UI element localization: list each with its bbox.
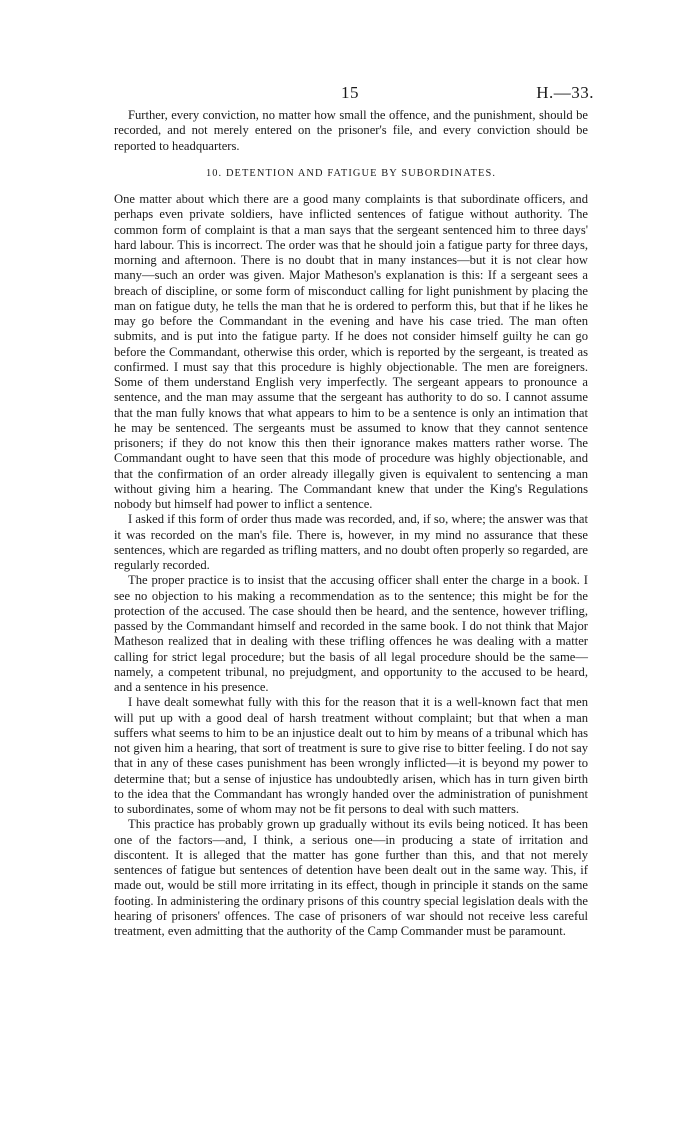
paragraph: I have dealt somewhat fully with this for the reason that it is a well-known fact that men will put up with a good deal of harsh treatment without complaint; but that when a man suffers what seems to him to be an injustice dealt out to him by means of a tribunal which has not given him a hearing, that sort of treatment is sure to give rise to bitter feeling. I do not say that in any of these cases punishment has been wrongly inflicted—it is beyond my power to determine that; but a sense of injustice has undoubtedly arisen, which has in turn given birth to the idea that the Commandant has wrongly handed over the administration of punishment to subordinates, some of whom may not be fit persons to deal with such matters. — [114, 695, 588, 816]
paragraph: The proper practice is to insist that the accusing officer shall enter the charge in a book. I see no objection to his making a recommendation as to the sentence; this might be for the protection of the accused. The case should then be heard, and the sentence, however trifling, passed by the Commandant himself and recorded in the same book. I do not think that Major Matheson realized that in dealing with these trifling offences he was dealing with a matter calling for strict legal procedure; but the basis of all legal procedure should be the same—namely, a competent tribunal, no prejudgment, and opportunity to the accused to be heard, and a sentence in his presence. — [114, 573, 588, 694]
intro-paragraph: Further, every conviction, no matter how small the offence, and the punishment, should be recorded, and not merely entered on the prisoner's file, and every conviction should be reported to headquarters. — [114, 108, 588, 153]
page-number: 15 — [341, 83, 359, 102]
paragraph: This practice has probably grown up gradually without its evils being noticed. It has been one of the factors—and, I think, a serious one—in producing a state of irritation and discontent. It is alleged that the matter has gone further than this, and that not merely sentences of fatigue but sentences of detention have been dealt out in the same way. This, if made out, would be still more irritating in its effect, though in principle it stands on the same footing. In administering the ordinary prisons of this country special legislation deals with the hearing of prisoners' offences. The case of prisoners of war should not receive less careful treatment, even admitting that the authority of the Camp Commander must be paramount. — [114, 817, 588, 938]
section-heading: 10. DETENTION AND FATIGUE BY SUBORDINATES. — [205, 167, 497, 179]
document-reference: H.—33. — [536, 83, 594, 102]
paragraph: One matter about which there are a good many complaints is that subordinate officers, and perhaps even private soldiers, have inflicted sentences of fatigue without authority. The common form of complaint is that a man says that the sergeant sentenced him to three days' hard labour. This is incorrect. The order was that he should join a fatigue party for three days, morning and afternoon. There is no doubt that in many instances—but it is not clear how many—such an order was given. Major Matheson's explanation is this: If a sergeant sees a breach of discipline, or some form of misconduct calling for light punishment by placing the man on fatigue duty, he tells the man that he is ordered to perform this, but that if he likes he may go before the Commandant in the evening and have his case tried. The man often submits, and is put into the fatigue party. If he does not consider himself guilty he can go before the Commandant, otherwise this order, which is reported by the sergeant, is treated as confirmed. I must say that this procedure is highly objectionable. The men are foreigners. Some of them understand English very imperfectly. The sergeant appears to pronounce a sentence, and the man may assume that the sergeant has authority to do so. I cannot assume that the man fully knows that what appears to him to be a sentence is only an intimation that he may be sentenced. The sergeants must be assumed to know that they cannot sentence prisoners; if they do not know this then their ignorance makes matters rather worse. The Commandant ought to have seen that this mode of procedure was highly objectionable, and that the confirmation of an order already illegally given is equivalent to sentencing a man without giving him a hearing. The Commandant knew that under the King's Regulations nobody but himself had power to inflict a sentence. — [114, 192, 588, 511]
paragraph: I asked if this form of order thus made was recorded, and, if so, where; the answer was that it was recorded on the man's file. There is, however, in my mind no assurance that these sentences, which are regarded as trifling matters, and no doubt often properly so regarded, are regularly recorded. — [114, 512, 588, 572]
body-text — [114, 108, 588, 939]
